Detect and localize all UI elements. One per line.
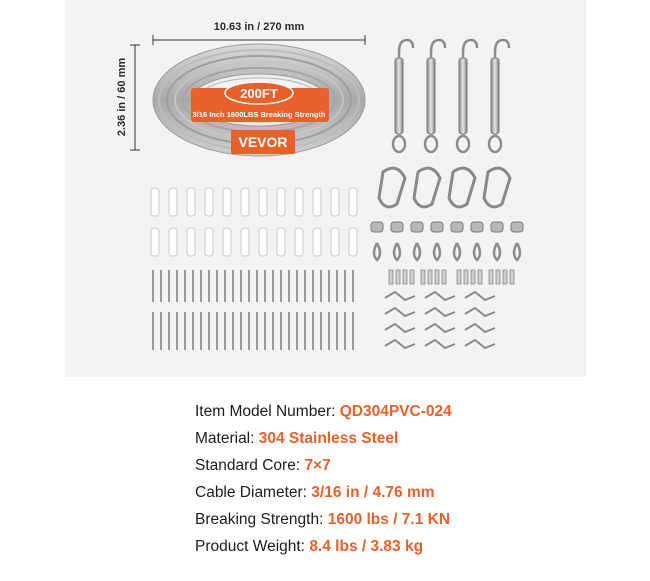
spec-standard-core <box>195 452 595 479</box>
spec-value: QD304PVC-024 <box>339 403 452 420</box>
coil-spec-label: 3/16 Inch 1600LBS Breaking Strength <box>192 110 326 119</box>
wire-rope-clips <box>371 222 523 232</box>
spec-material <box>195 425 595 452</box>
coil-length-label: 200FT <box>240 86 278 101</box>
spec-value: 1600 lbs / 7.1 KN <box>327 511 451 528</box>
spec-label: Material: <box>195 430 259 447</box>
product-photo <box>65 0 586 377</box>
screws <box>153 270 353 350</box>
wall-anchors <box>151 188 357 256</box>
spec-value: 3/16 in / 4.76 mm <box>311 484 435 501</box>
spec-label: Standard Core: <box>195 457 305 474</box>
spec-label: Item Model Number: <box>195 403 340 420</box>
height-dimension <box>116 45 140 150</box>
spec-value: 7×7 <box>304 457 331 474</box>
spec-value: 8.4 lbs / 3.83 kg <box>309 538 424 555</box>
spec-value: 304 Stainless Steel <box>258 430 399 447</box>
wire-hooks <box>385 292 495 348</box>
turnbuckles <box>393 40 509 152</box>
spec-label: Breaking Strength: <box>195 511 328 528</box>
width-dimension <box>153 21 365 45</box>
spec-product-weight <box>195 533 595 560</box>
spec-model-number <box>195 398 595 425</box>
height-dimension-label: 2.36 in / 60 mm <box>116 57 128 137</box>
cable-coil <box>153 44 365 156</box>
width-dimension-label: 10.63 in / 270 mm <box>213 21 305 33</box>
carabiners <box>379 168 510 207</box>
spec-breaking-strength <box>195 506 595 533</box>
spec-label: Product Weight: <box>195 538 310 555</box>
spec-cable-diameter <box>195 479 595 506</box>
spec-label: Cable Diameter: <box>195 484 312 501</box>
cable-sleeves <box>389 270 514 284</box>
thimbles <box>374 243 520 260</box>
spec-list <box>195 398 595 560</box>
brand-logo: VEVOR <box>238 134 288 150</box>
